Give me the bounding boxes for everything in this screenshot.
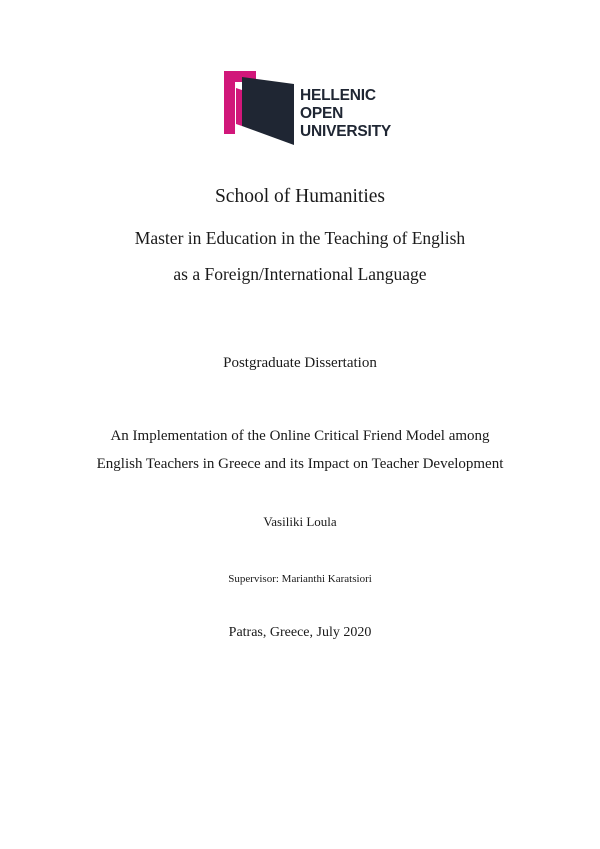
supervisor: Supervisor: Marianthi Karatsiori [228, 573, 372, 585]
programme-line-1: Master in Education in the Teaching of English [134, 228, 466, 248]
logo-wordmark [300, 87, 391, 141]
programme-line-2: as a Foreign/International Language [173, 264, 427, 284]
dissertation-title-line-2: English Teachers in Greece and its Impact on Teacher Development [96, 456, 504, 472]
university-emblem-icon [224, 71, 296, 145]
school-name: School of Humanities [214, 186, 386, 207]
logo-word-hellenic: HELLENIC [300, 87, 376, 104]
logo-word-university: UNIVERSITY [300, 123, 392, 140]
author-name: Vasiliki Loula [263, 514, 337, 529]
dissertation-title-line-1: An Implementation of the Online Critical Friend Model among [110, 428, 490, 444]
logo-word-open: OPEN [300, 105, 344, 122]
place-and-date: Patras, Greece, July 2020 [228, 625, 372, 640]
university-logo [224, 71, 394, 145]
document-type: Postgraduate Dissertation [223, 355, 377, 371]
